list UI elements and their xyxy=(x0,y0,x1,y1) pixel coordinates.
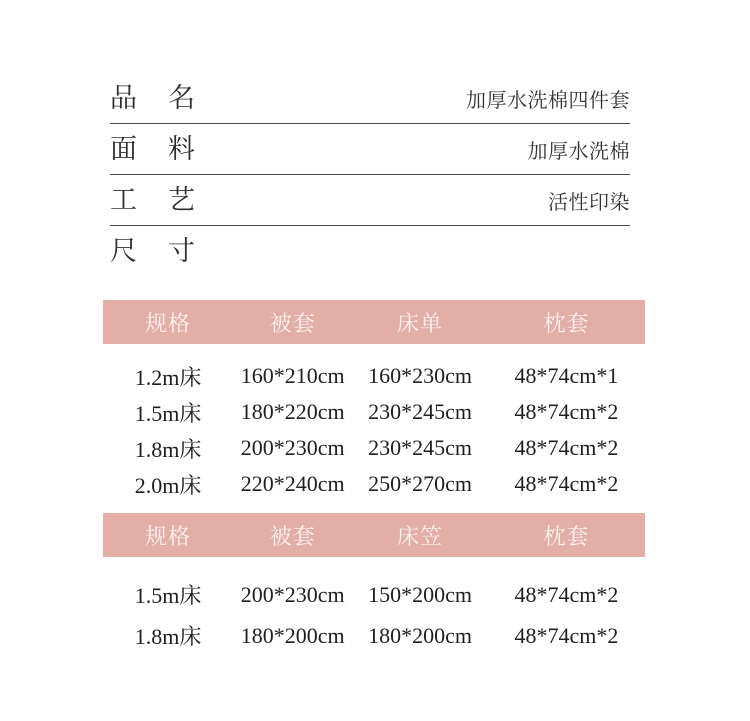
spec-row-craft xyxy=(110,175,630,226)
cell-pillowcase: 48*74cm*2 xyxy=(514,399,619,424)
col-header-fitted-sheet: 床笠 xyxy=(397,523,444,549)
cell-bed-sheet: 160*230cm xyxy=(368,363,472,388)
product-spec-section xyxy=(110,73,630,276)
table-row xyxy=(103,466,645,502)
spec-label-craft xyxy=(110,184,195,215)
table-row xyxy=(103,394,645,430)
col-header-pillowcase: 枕套 xyxy=(543,523,590,549)
spec-row-size xyxy=(110,226,630,276)
spec-label-product-name xyxy=(110,82,195,113)
cell-pillowcase: 48*74cm*2 xyxy=(514,581,619,607)
spec-label-char: 料 xyxy=(168,133,195,164)
table-body xyxy=(103,574,645,656)
cell-pillowcase: 48*74cm*1 xyxy=(514,363,619,388)
size-table-flat-sheet-set xyxy=(103,300,645,502)
cell-duvet-cover: 220*240cm xyxy=(240,471,345,496)
spec-label-char: 品 xyxy=(110,82,137,113)
cell-duvet-cover: 200*230cm xyxy=(240,435,345,460)
col-header-pillowcase: 枕套 xyxy=(543,310,590,336)
table-row xyxy=(103,358,645,394)
cell-spec: 1.8m床 xyxy=(134,436,202,462)
table-row xyxy=(103,615,645,656)
table-header-row xyxy=(103,513,645,557)
table-row xyxy=(103,430,645,466)
spec-label-char: 工 xyxy=(110,184,137,215)
spec-label-size xyxy=(110,235,195,266)
cell-spec: 1.8m床 xyxy=(134,624,202,649)
col-header-bed-sheet: 床单 xyxy=(397,310,444,336)
cell-pillowcase: 48*74cm*2 xyxy=(514,471,619,496)
table-body xyxy=(103,358,645,502)
cell-spec: 1.2m床 xyxy=(134,364,202,390)
spec-label-char: 面 xyxy=(110,133,137,164)
spec-value-craft: 活性印染 xyxy=(548,191,630,214)
spec-label-char: 尺 xyxy=(110,235,137,266)
cell-bed-sheet: 230*245cm xyxy=(368,435,472,460)
cell-duvet-cover: 160*210cm xyxy=(240,363,345,388)
spec-value-product-name: 加厚水洗棉四件套 xyxy=(466,89,630,112)
spec-label-fabric xyxy=(110,133,195,164)
cell-duvet-cover: 180*200cm xyxy=(240,622,345,648)
cell-spec: 2.0m床 xyxy=(134,472,202,498)
col-header-spec: 规格 xyxy=(145,310,192,336)
spec-label-char: 名 xyxy=(168,82,195,113)
spec-value-fabric: 加厚水洗棉 xyxy=(527,140,630,163)
col-header-spec: 规格 xyxy=(145,523,192,549)
cell-bed-sheet: 250*270cm xyxy=(368,471,472,496)
cell-spec: 1.5m床 xyxy=(134,583,202,608)
table-row xyxy=(103,574,645,615)
cell-fitted-sheet: 150*200cm xyxy=(368,581,472,607)
spec-row-product-name xyxy=(110,73,630,124)
col-header-duvet-cover: 被套 xyxy=(269,310,316,336)
size-table-fitted-sheet-set xyxy=(103,513,645,656)
cell-bed-sheet: 230*245cm xyxy=(368,399,472,424)
spec-label-char: 寸 xyxy=(168,235,195,266)
spec-label-char: 艺 xyxy=(168,184,195,215)
col-header-duvet-cover: 被套 xyxy=(269,523,316,549)
cell-duvet-cover: 180*220cm xyxy=(240,399,345,424)
cell-spec: 1.5m床 xyxy=(134,400,202,426)
cell-duvet-cover: 200*230cm xyxy=(240,581,345,607)
cell-pillowcase: 48*74cm*2 xyxy=(514,435,619,460)
cell-pillowcase: 48*74cm*2 xyxy=(514,622,619,648)
spec-row-fabric xyxy=(110,124,630,175)
table-header-row xyxy=(103,300,645,344)
cell-fitted-sheet: 180*200cm xyxy=(368,622,472,648)
